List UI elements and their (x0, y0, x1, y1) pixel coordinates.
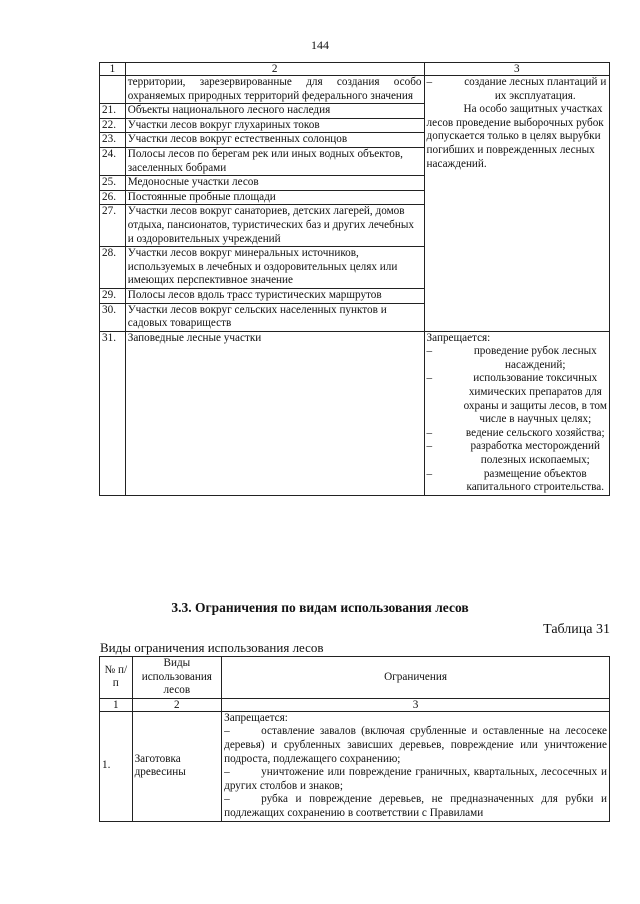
row-number: 22. (100, 118, 126, 133)
header-cell: 1 (100, 63, 126, 76)
dash-mark: – (426, 467, 433, 480)
header-cell: 2 (132, 698, 222, 711)
dash-item (224, 793, 607, 820)
dash-mark: – (224, 766, 230, 779)
section-title: 3.3. Ограничения по видам использования лесов (171, 600, 469, 615)
dash-mark: – (224, 725, 230, 738)
dash-mark: – (426, 426, 433, 439)
header-cell: Виды использования лесов (132, 657, 222, 699)
header-cell: Ограничения (222, 657, 610, 699)
row-text: Заповедные лесные участки (125, 331, 424, 495)
row-text: Медоносные участки лесов (125, 176, 424, 191)
restriction-intro: Запрещается: (224, 711, 288, 724)
row-number: 31. (100, 331, 126, 495)
dash-mark: – (224, 793, 230, 806)
dash-item (427, 440, 607, 467)
table-number: Таблица 31 (543, 622, 610, 637)
row-number: 28. (100, 247, 126, 289)
table-number-row (100, 698, 610, 711)
table-caption: Виды ограничения использования лесов (100, 640, 324, 655)
dash-item (427, 427, 607, 441)
table-row (100, 331, 610, 495)
row-text: Участки лесов вокруг сельских населенных пунктов и садовых товариществ (125, 303, 424, 331)
merged-restriction-cell (424, 76, 609, 332)
row-text: Участки лесов вокруг минеральных источников, используемых в лечебных и оздоровительных целях или имеющих перспективное значение (125, 247, 424, 289)
usage-restrictions-table (99, 656, 610, 822)
header-cell: 3 (222, 698, 610, 711)
dash-mark: – (426, 372, 433, 385)
dash-text: разработка месторождений полезных ископаемых; (470, 440, 600, 467)
page-number: 144 (311, 38, 329, 52)
dash-text: проведение рубок лесных насаждений; (473, 345, 597, 371)
row-number: 21. (100, 104, 126, 119)
dash-text: рубка и повреждение деревьев, не предназначенных для рубки и подлежащих сохранению в соответствии с Правилами (224, 793, 607, 819)
dash-text: создание лесных плантаций и их эксплуатация. (464, 76, 607, 102)
dash-mark: – (426, 345, 433, 358)
dash-text: размещение объектов капитального строительства. (466, 467, 605, 494)
dash-item (427, 345, 607, 372)
restriction-intro: Запрещается: (426, 331, 491, 344)
dash-item (224, 725, 607, 766)
row-number: 1. (100, 711, 133, 821)
dash-item (427, 468, 607, 495)
row-text: Участки лесов вокруг санаториев, детских лагерей, домов отдыха, пансионатов, туристических баз и других лечебных и оздоровительных учреждений (125, 205, 424, 247)
table-row (100, 711, 610, 821)
row-text: территории, зарезервированные для создания особо охраняемых природных территорий федерального значения (125, 76, 424, 104)
header-cell: 3 (424, 63, 609, 76)
restriction-cell (424, 331, 609, 495)
header-cell: 2 (125, 63, 424, 76)
restriction-paragraph: На особо защитных участках лесов проведение выборочных рубок допускается только в целях вырубки погибших и поврежденных лесных насаждений. (426, 103, 604, 170)
row-number: 30. (100, 303, 126, 331)
restriction-cell (222, 711, 610, 821)
row-text: Постоянные пробные площади (125, 190, 424, 205)
dash-item (427, 372, 607, 426)
row-number (100, 76, 126, 104)
header-cell: № п/п (100, 657, 133, 699)
row-text: Полосы лесов вдоль трасс туристических маршрутов (125, 288, 424, 303)
row-text: Объекты национального лесного наследия (125, 104, 424, 119)
table-row (100, 76, 610, 104)
row-number: 29. (100, 288, 126, 303)
row-text: Участки лесов вокруг естественных солонцов (125, 133, 424, 148)
dash-text: оставление завалов (включая срубленные и оставленные на лесосеке деревья) и срубленных зависших деревьев, повреждение или уничтожение подроста, подлежащего сохранению; (224, 725, 607, 765)
dash-mark: – (426, 440, 433, 453)
row-number: 23. (100, 133, 126, 148)
dash-item (224, 766, 607, 793)
row-text: Полосы лесов по берегам рек или иных водных объектов, заселенных бобрами (125, 147, 424, 175)
special-protection-table (99, 62, 610, 496)
row-number: 27. (100, 205, 126, 247)
dash-text: ведение сельского хозяйства; (465, 426, 605, 439)
row-number: 24. (100, 147, 126, 175)
dash-text: использование токсичных химических препаратов для охраны и защиты лесов, в том числе в научных целях; (463, 372, 607, 426)
usage-type: Заготовка древесины (132, 711, 222, 821)
dash-mark: – (426, 76, 433, 88)
row-text: Участки лесов вокруг глухариных токов (125, 118, 424, 133)
dash-text: уничтожение или повреждение граничных, квартальных, лесосечных и других столбов и знаков; (224, 766, 607, 792)
dash-item (427, 76, 607, 103)
table-header-row (100, 657, 610, 699)
table-header-row (100, 63, 610, 76)
row-number: 26. (100, 190, 126, 205)
header-cell: 1 (100, 698, 133, 711)
row-number: 25. (100, 176, 126, 191)
